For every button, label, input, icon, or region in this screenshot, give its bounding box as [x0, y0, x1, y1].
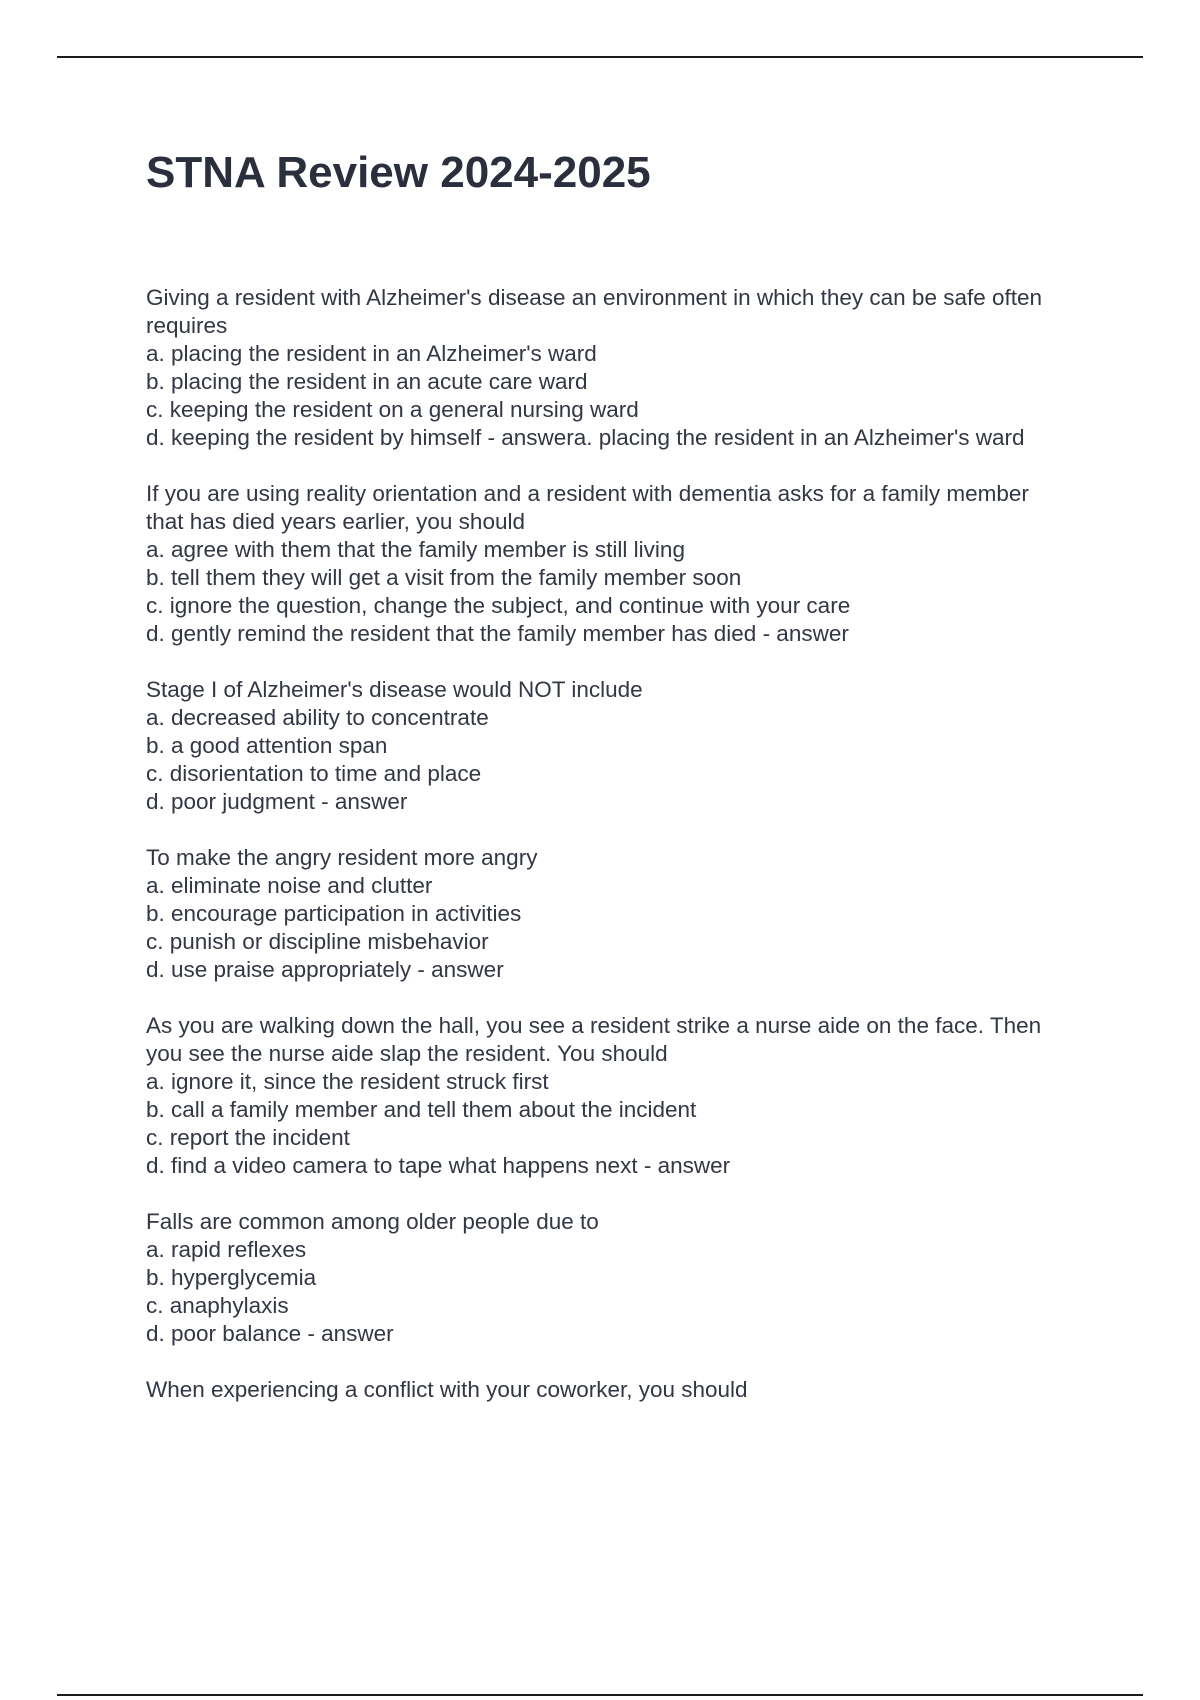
question-3-option-c: c. disorientation to time and place — [146, 761, 482, 786]
question-3-option-d-answer: d. poor judgment - answer — [146, 789, 408, 814]
question-2-option-d-answer: d. gently remind the resident that the family member has died - answer — [146, 621, 849, 646]
question-block-5 — [146, 1012, 1066, 1180]
question-2-stem: If you are using reality orientation and a resident with dementia asks for a family member that has died years earlier, you should — [146, 481, 1029, 534]
question-5-stem: As you are walking down the hall, you see a resident strike a nurse aide on the face. Then you see the nurse aide slap the resident. You should — [146, 1013, 1042, 1066]
question-block-4 — [146, 844, 1066, 984]
question-3-option-a: a. decreased ability to concentrate — [146, 705, 489, 730]
bottom-divider — [57, 1694, 1143, 1696]
question-block-1 — [146, 284, 1066, 452]
question-block-3 — [146, 676, 1066, 816]
question-4-option-a: a. eliminate noise and clutter — [146, 873, 433, 898]
question-1-option-c: c. keeping the resident on a general nursing ward — [146, 397, 639, 422]
question-list — [146, 284, 1066, 1432]
question-5-option-b: b. call a family member and tell them about the incident — [146, 1097, 697, 1122]
question-block-6 — [146, 1208, 1066, 1348]
question-block-2 — [146, 480, 1066, 648]
question-2-option-b: b. tell them they will get a visit from the family member soon — [146, 565, 742, 590]
question-1-option-b: b. placing the resident in an acute care ward — [146, 369, 588, 394]
question-2-option-c: c. ignore the question, change the subject, and continue with your care — [146, 593, 851, 618]
question-6-option-b: b. hyperglycemia — [146, 1265, 317, 1290]
question-6-option-c: c. anaphylaxis — [146, 1293, 289, 1318]
question-block-7 — [146, 1376, 1066, 1404]
question-5-option-c: c. report the incident — [146, 1125, 350, 1150]
question-4-option-b: b. encourage participation in activities — [146, 901, 522, 926]
question-4-option-d-answer: d. use praise appropriately - answer — [146, 957, 504, 982]
question-1-stem: Giving a resident with Alzheimer's disease an environment in which they can be safe often requires — [146, 285, 1043, 338]
question-4-option-c: c. punish or discipline misbehavior — [146, 929, 489, 954]
question-6-option-a: a. rapid reflexes — [146, 1237, 307, 1262]
question-5-option-a: a. ignore it, since the resident struck first — [146, 1069, 549, 1094]
question-6-option-d-answer: d. poor balance - answer — [146, 1321, 394, 1346]
question-6-stem: Falls are common among older people due to — [146, 1209, 599, 1234]
question-7-stem: When experiencing a conflict with your coworker, you should — [146, 1377, 748, 1402]
top-divider — [57, 56, 1143, 58]
question-1-option-a: a. placing the resident in an Alzheimer's ward — [146, 341, 597, 366]
question-4-stem: To make the angry resident more angry — [146, 845, 538, 870]
question-5-option-d-answer: d. find a video camera to tape what happens next - answer — [146, 1153, 731, 1178]
question-3-stem: Stage I of Alzheimer's disease would NOT include — [146, 677, 643, 702]
question-3-option-b: b. a good attention span — [146, 733, 388, 758]
question-2-option-a: a. agree with them that the family member is still living — [146, 537, 685, 562]
page-title: STNA Review 2024-2025 — [146, 148, 651, 197]
question-1-option-d-answer: d. keeping the resident by himself - answera. placing the resident in an Alzheimer's ward — [146, 425, 1025, 450]
